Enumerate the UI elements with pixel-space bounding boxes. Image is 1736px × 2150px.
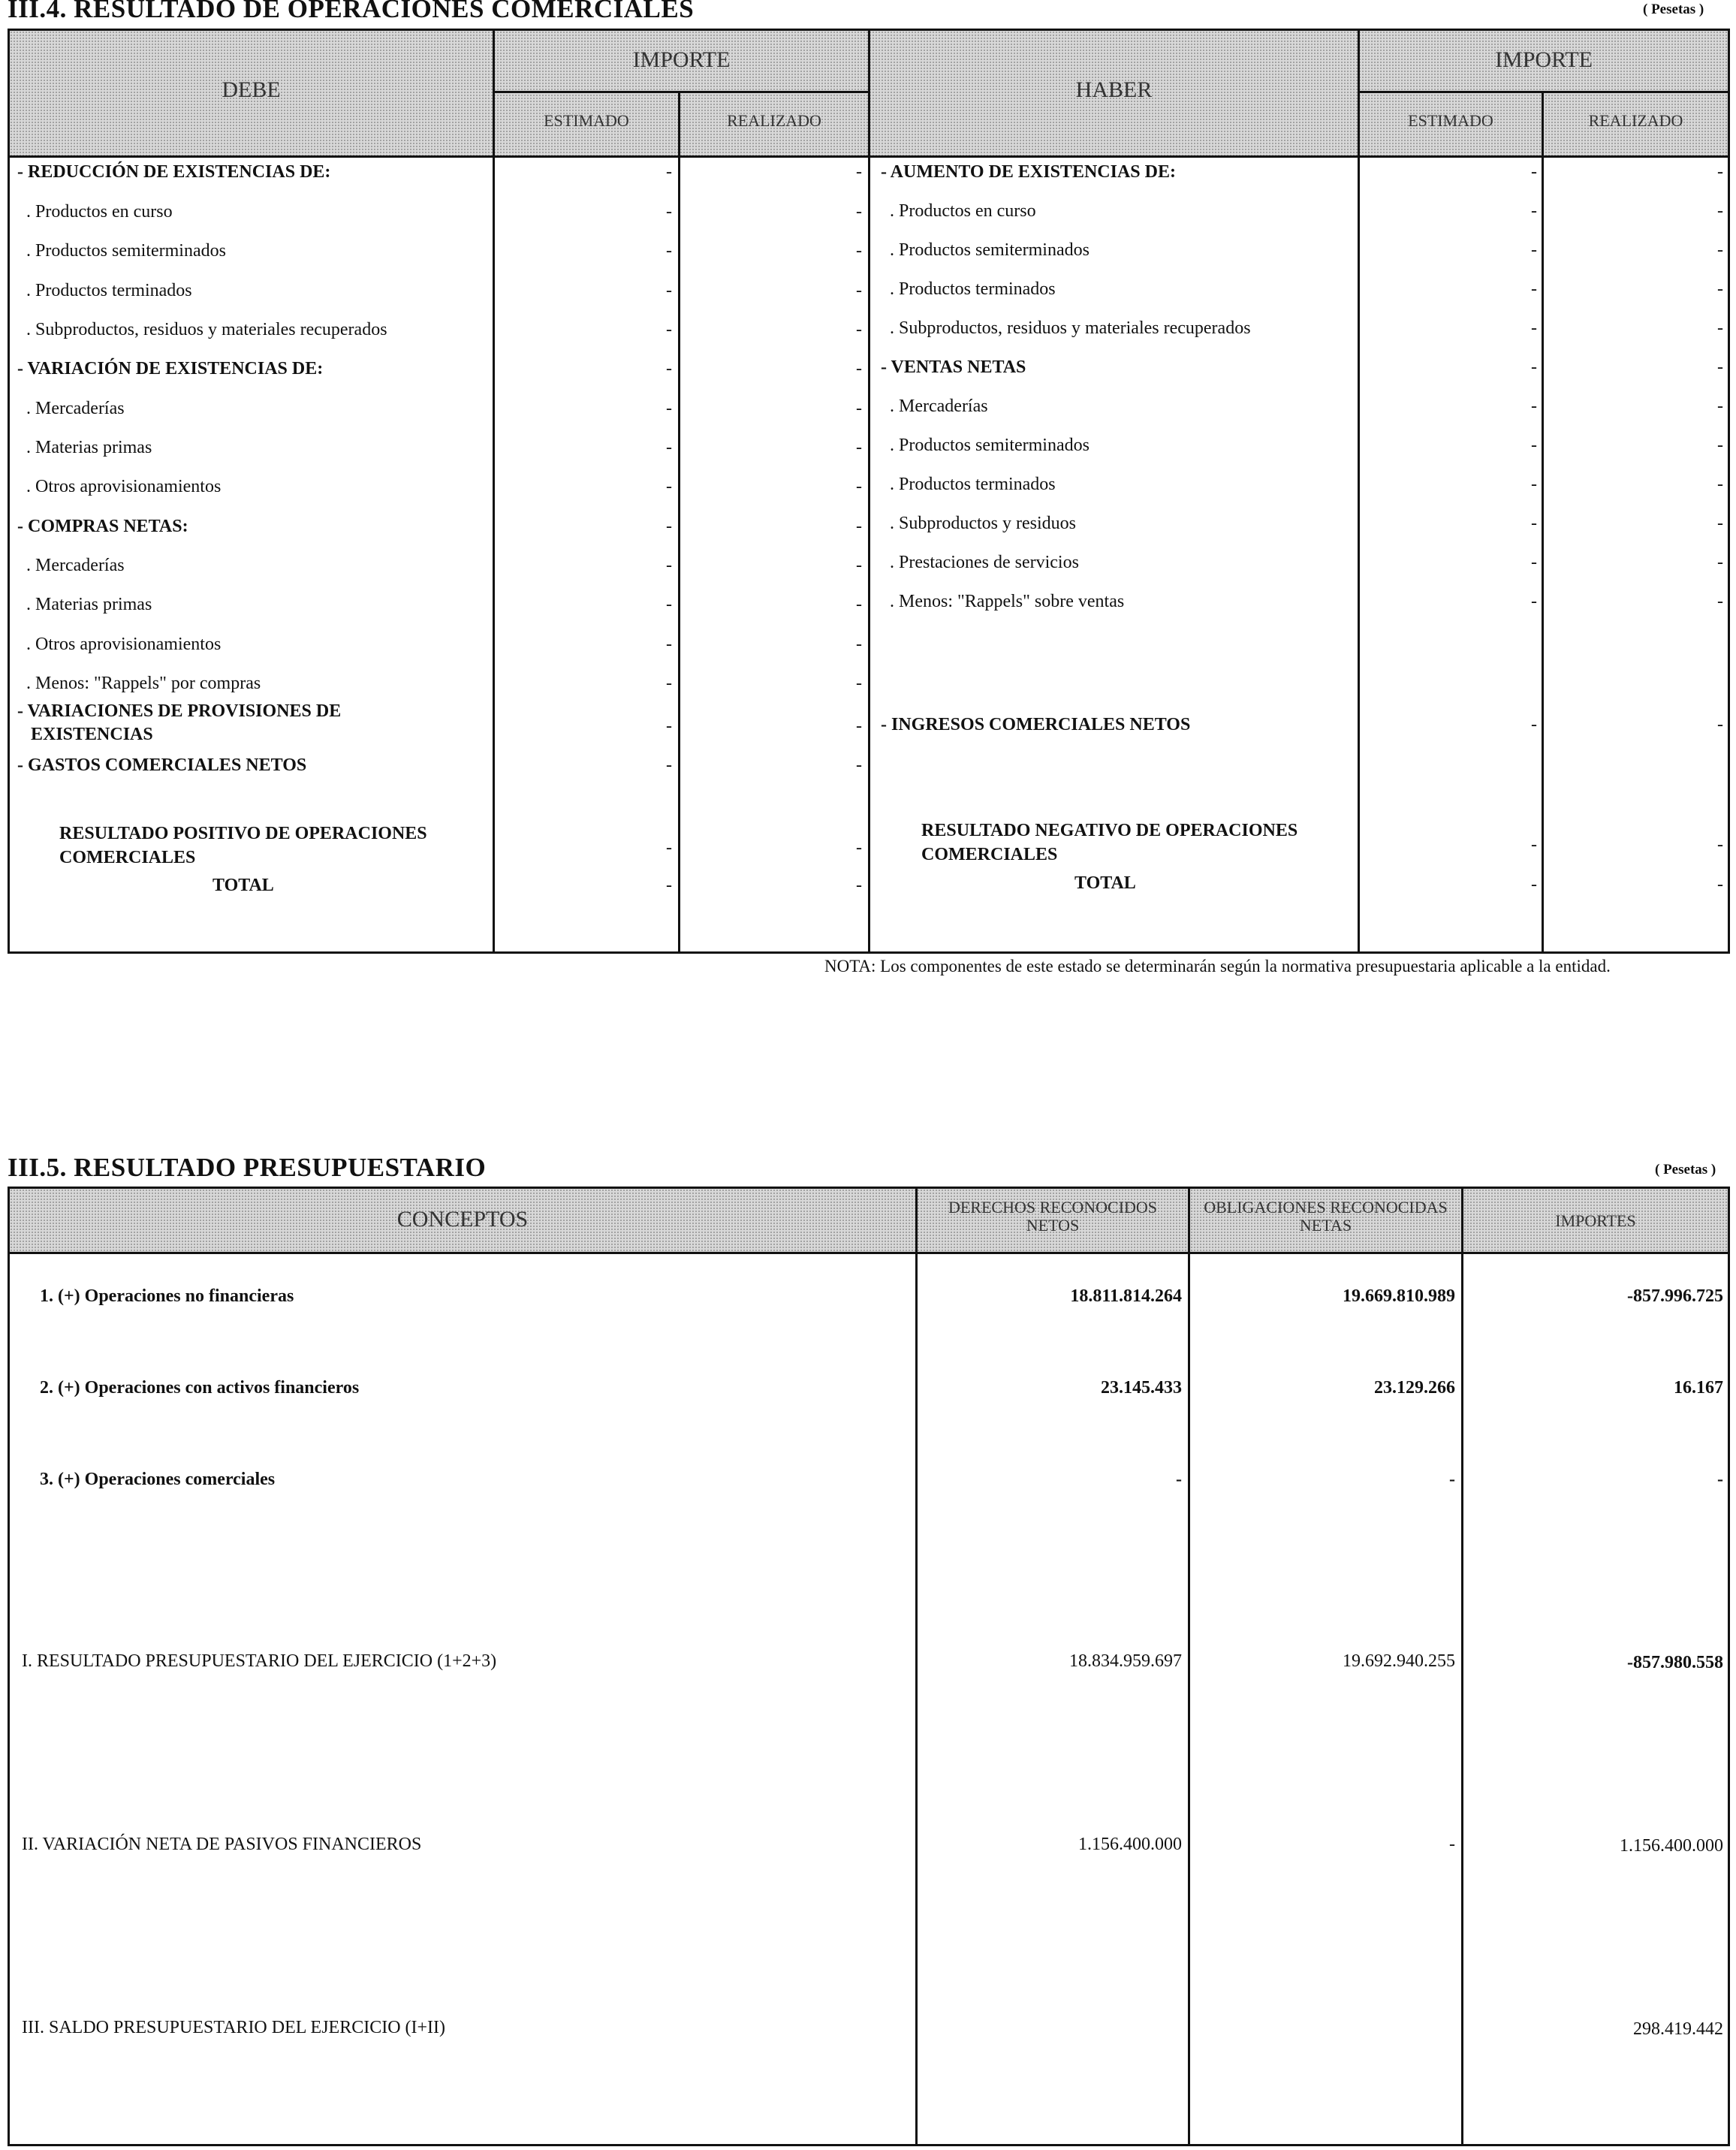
- debe-row-estimado: -: [666, 359, 672, 378]
- budget-row-label: 1. (+) Operaciones no financieras: [40, 1286, 294, 1306]
- total-left-realizado: -: [856, 876, 862, 895]
- budget-row-derechos: 1.156.400.000: [1078, 1835, 1182, 1854]
- debe-row-realizado: -: [856, 162, 862, 182]
- debe-row-estimado: -: [666, 595, 672, 614]
- haber-row-realizado: -: [1717, 475, 1723, 494]
- debe-row-realizado: -: [856, 755, 862, 775]
- debe-row-label: . Productos semiterminados: [26, 241, 226, 261]
- haber-row-realizado: -: [1717, 397, 1723, 416]
- budget-row-obligaciones: -: [1449, 1835, 1455, 1854]
- debe-row-estimado: -: [666, 716, 672, 736]
- haber-row-realizado: -: [1717, 715, 1723, 734]
- debe-row-realizado: -: [856, 359, 862, 378]
- table2-header-bottom: [10, 1252, 1728, 1254]
- header-debe: DEBE: [222, 77, 281, 102]
- haber-row-realizado: -: [1717, 553, 1723, 572]
- haber-row-estimado: -: [1531, 201, 1537, 221]
- result-left-label: RESULTADO POSITIVO DE OPERACIONES: [59, 824, 427, 843]
- debe-row-realizado: -: [856, 674, 862, 693]
- haber-row-label: . Productos terminados: [890, 475, 1056, 494]
- haber-row-label: - VENTAS NETAS: [881, 357, 1026, 377]
- debe-row-label: . Mercaderías: [26, 399, 125, 418]
- haber-row-label: . Productos semiterminados: [890, 436, 1090, 455]
- haber-row-label: . Productos terminados: [890, 279, 1056, 299]
- section1-note: NOTA: Los componentes de este estado se determinarán según la normativa presupuestaria aplicable a la entidad.: [824, 957, 1611, 975]
- debe-row-estimado: -: [666, 281, 672, 300]
- debe-row-realizado: -: [856, 241, 862, 261]
- budget-row-importe: -: [1717, 1470, 1723, 1489]
- haber-row-label: . Subproductos y residuos: [890, 514, 1076, 533]
- budget-row-importe: 1.156.400.000: [1620, 1836, 1723, 1856]
- result-left-estimado: -: [666, 838, 672, 858]
- header-importe-right: IMPORTE: [1495, 47, 1593, 72]
- haber-row-estimado: -: [1531, 240, 1537, 260]
- debe-row-label: . Otros aprovisionamientos: [26, 635, 222, 654]
- result-right-estimado: -: [1531, 835, 1537, 855]
- budget-row-obligaciones: 23.129.266: [1374, 1378, 1455, 1398]
- debe-row-label: . Subproductos, residuos y materiales recuperados: [26, 320, 387, 339]
- total-left-label: TOTAL: [212, 876, 274, 895]
- haber-row-estimado: -: [1531, 318, 1537, 338]
- total-right-label: TOTAL: [1074, 873, 1136, 893]
- debe-row-realizado: -: [856, 281, 862, 300]
- haber-row-estimado: -: [1531, 162, 1537, 182]
- haber-row-estimado: -: [1531, 475, 1537, 494]
- debe-row-estimado: -: [666, 755, 672, 775]
- haber-row-label: - INGRESOS COMERCIALES NETOS: [881, 715, 1191, 734]
- haber-row-label: . Prestaciones de servicios: [890, 553, 1079, 572]
- debe-row-label: - VARIACIÓN DE EXISTENCIAS DE:: [17, 359, 324, 378]
- haber-row-label: . Productos en curso: [890, 201, 1036, 221]
- debe-row-estimado: -: [666, 202, 672, 222]
- result-right-label: RESULTADO NEGATIVO DE OPERACIONES: [921, 821, 1298, 840]
- haber-row-label: . Menos: "Rappels" sobre ventas: [890, 592, 1125, 611]
- budget-row-label: II. VARIACIÓN NETA DE PASIVOS FINANCIEROS: [22, 1835, 422, 1854]
- debe-row-estimado: -: [666, 241, 672, 261]
- haber-row-realizado: -: [1717, 436, 1723, 455]
- budget-row-label: I. RESULTADO PRESUPUESTARIO DEL EJERCICIO (1+2+3): [22, 1651, 497, 1671]
- header-importes: IMPORTES: [1555, 1211, 1636, 1230]
- debe-row-estimado: -: [666, 320, 672, 339]
- budget-row-label: III. SALDO PRESUPUESTARIO DEL EJERCICIO (I+II): [22, 2018, 446, 2037]
- debe-row-label-cont: EXISTENCIAS: [31, 725, 153, 744]
- total-right-realizado: -: [1717, 875, 1723, 894]
- debe-row-label: . Otros aprovisionamientos: [26, 477, 222, 496]
- budget-row-label: 3. (+) Operaciones comerciales: [40, 1470, 276, 1489]
- budget-row-obligaciones: -: [1449, 1470, 1455, 1489]
- debe-row-label: . Mercaderías: [26, 556, 125, 575]
- debe-row-estimado: -: [666, 162, 672, 182]
- budget-row-importe: 298.419.442: [1633, 2019, 1723, 2039]
- debe-row-realizado: -: [856, 635, 862, 654]
- haber-row-realizado: -: [1717, 357, 1723, 377]
- haber-row-estimado: -: [1531, 357, 1537, 377]
- debe-row-realizado: -: [856, 595, 862, 614]
- debe-row-label: - GASTOS COMERCIALES NETOS: [17, 755, 307, 775]
- debe-row-label: . Materias primas: [26, 595, 152, 614]
- haber-row-label: . Mercaderías: [890, 397, 988, 416]
- haber-row-estimado: -: [1531, 553, 1537, 572]
- haber-row-label: . Productos semiterminados: [890, 240, 1090, 260]
- result-left-realizado: -: [856, 838, 862, 858]
- total-right-estimado: -: [1531, 875, 1537, 894]
- header-haber: HABER: [1075, 77, 1153, 102]
- budget-row-derechos: -: [1176, 1470, 1182, 1489]
- section2-units: ( Pesetas ): [1655, 1162, 1716, 1178]
- debe-row-realizado: -: [856, 320, 862, 339]
- haber-row-realizado: -: [1717, 592, 1723, 611]
- debe-row-label: . Menos: "Rappels" por compras: [26, 674, 261, 693]
- header-derechos-line2: NETOS: [1026, 1216, 1080, 1235]
- haber-row-estimado: -: [1531, 279, 1537, 299]
- debe-row-realizado: -: [856, 438, 862, 457]
- haber-row-realizado: -: [1717, 240, 1723, 260]
- header-obligaciones-line1: OBLIGACIONES RECONOCIDAS: [1204, 1198, 1448, 1217]
- operaciones-comerciales-table: [8, 29, 1730, 954]
- debe-row-label: . Productos terminados: [26, 281, 192, 300]
- debe-row-label: . Materias primas: [26, 438, 152, 457]
- budget-row-label: 2. (+) Operaciones con activos financieros: [40, 1378, 360, 1398]
- result-left-label-cont: COMERCIALES: [59, 848, 196, 867]
- result-right-label-cont: COMERCIALES: [921, 845, 1058, 864]
- haber-row-estimado: -: [1531, 436, 1537, 455]
- result-right-realizado: -: [1717, 835, 1723, 855]
- budget-row-obligaciones: 19.669.810.989: [1343, 1286, 1455, 1306]
- debe-row-realizado: -: [856, 202, 862, 222]
- haber-row-estimado: -: [1531, 514, 1537, 533]
- budget-row-importe: 16.167: [1674, 1378, 1723, 1398]
- budget-row-derechos: 18.834.959.697: [1069, 1651, 1182, 1671]
- debe-row-estimado: -: [666, 517, 672, 536]
- budget-row-importe: -857.980.558: [1627, 1653, 1723, 1672]
- debe-row-estimado: -: [666, 477, 672, 496]
- debe-row-label: - REDUCCIÓN DE EXISTENCIAS DE:: [17, 162, 331, 182]
- haber-row-realizado: -: [1717, 318, 1723, 338]
- header-realizado-left: REALIZADO: [727, 111, 821, 130]
- header-estimado-left: ESTIMADO: [544, 111, 629, 130]
- debe-row-realizado: -: [856, 399, 862, 418]
- haber-row-label: . Subproductos, residuos y materiales recuperados: [890, 318, 1251, 338]
- section2-title: III.5. RESULTADO PRESUPUESTARIO: [8, 1153, 487, 1182]
- header-realizado-right: REALIZADO: [1588, 111, 1683, 130]
- header-importe-left: IMPORTE: [632, 47, 731, 72]
- haber-row-estimado: -: [1531, 592, 1537, 611]
- budget-row-importe: -857.996.725: [1627, 1286, 1723, 1306]
- debe-row-realizado: -: [856, 716, 862, 736]
- header-conceptos: CONCEPTOS: [396, 1207, 529, 1232]
- total-left-estimado: -: [666, 876, 672, 895]
- debe-row-realizado: -: [856, 556, 862, 575]
- budget-row-derechos: 23.145.433: [1101, 1378, 1182, 1398]
- debe-row-estimado: -: [666, 635, 672, 654]
- haber-row-realizado: -: [1717, 279, 1723, 299]
- haber-row-realizado: -: [1717, 201, 1723, 221]
- header-estimado-right: ESTIMADO: [1408, 111, 1493, 130]
- debe-row-label: . Productos en curso: [26, 202, 173, 222]
- budget-row-obligaciones: 19.692.940.255: [1343, 1651, 1455, 1671]
- section1-title: III.4. RESULTADO DE OPERACIONES COMERCIALES: [8, 0, 695, 23]
- debe-row-label: - COMPRAS NETAS:: [17, 517, 188, 536]
- debe-row-estimado: -: [666, 438, 672, 457]
- debe-row-estimado: -: [666, 399, 672, 418]
- haber-row-estimado: -: [1531, 397, 1537, 416]
- header-obligaciones-line2: NETAS: [1299, 1216, 1352, 1235]
- header-derechos-line1: DERECHOS RECONOCIDOS: [948, 1198, 1158, 1217]
- haber-row-realizado: -: [1717, 162, 1723, 182]
- importe-left-divider: [494, 91, 870, 93]
- haber-row-label: - AUMENTO DE EXISTENCIAS DE:: [881, 162, 1176, 182]
- debe-row-realizado: -: [856, 517, 862, 536]
- haber-row-realizado: -: [1717, 514, 1723, 533]
- debe-row-estimado: -: [666, 556, 672, 575]
- budget-row-derechos: 18.811.814.264: [1070, 1286, 1182, 1306]
- vline-realizado-left: [868, 31, 870, 951]
- haber-row-estimado: -: [1531, 715, 1537, 734]
- debe-row-realizado: -: [856, 477, 862, 496]
- section1-units: ( Pesetas ): [1643, 2, 1704, 17]
- debe-row-estimado: -: [666, 674, 672, 693]
- debe-row-label: - VARIACIONES DE PROVISIONES DE: [17, 701, 342, 721]
- resultado-presupuestario-table: [8, 1187, 1730, 2146]
